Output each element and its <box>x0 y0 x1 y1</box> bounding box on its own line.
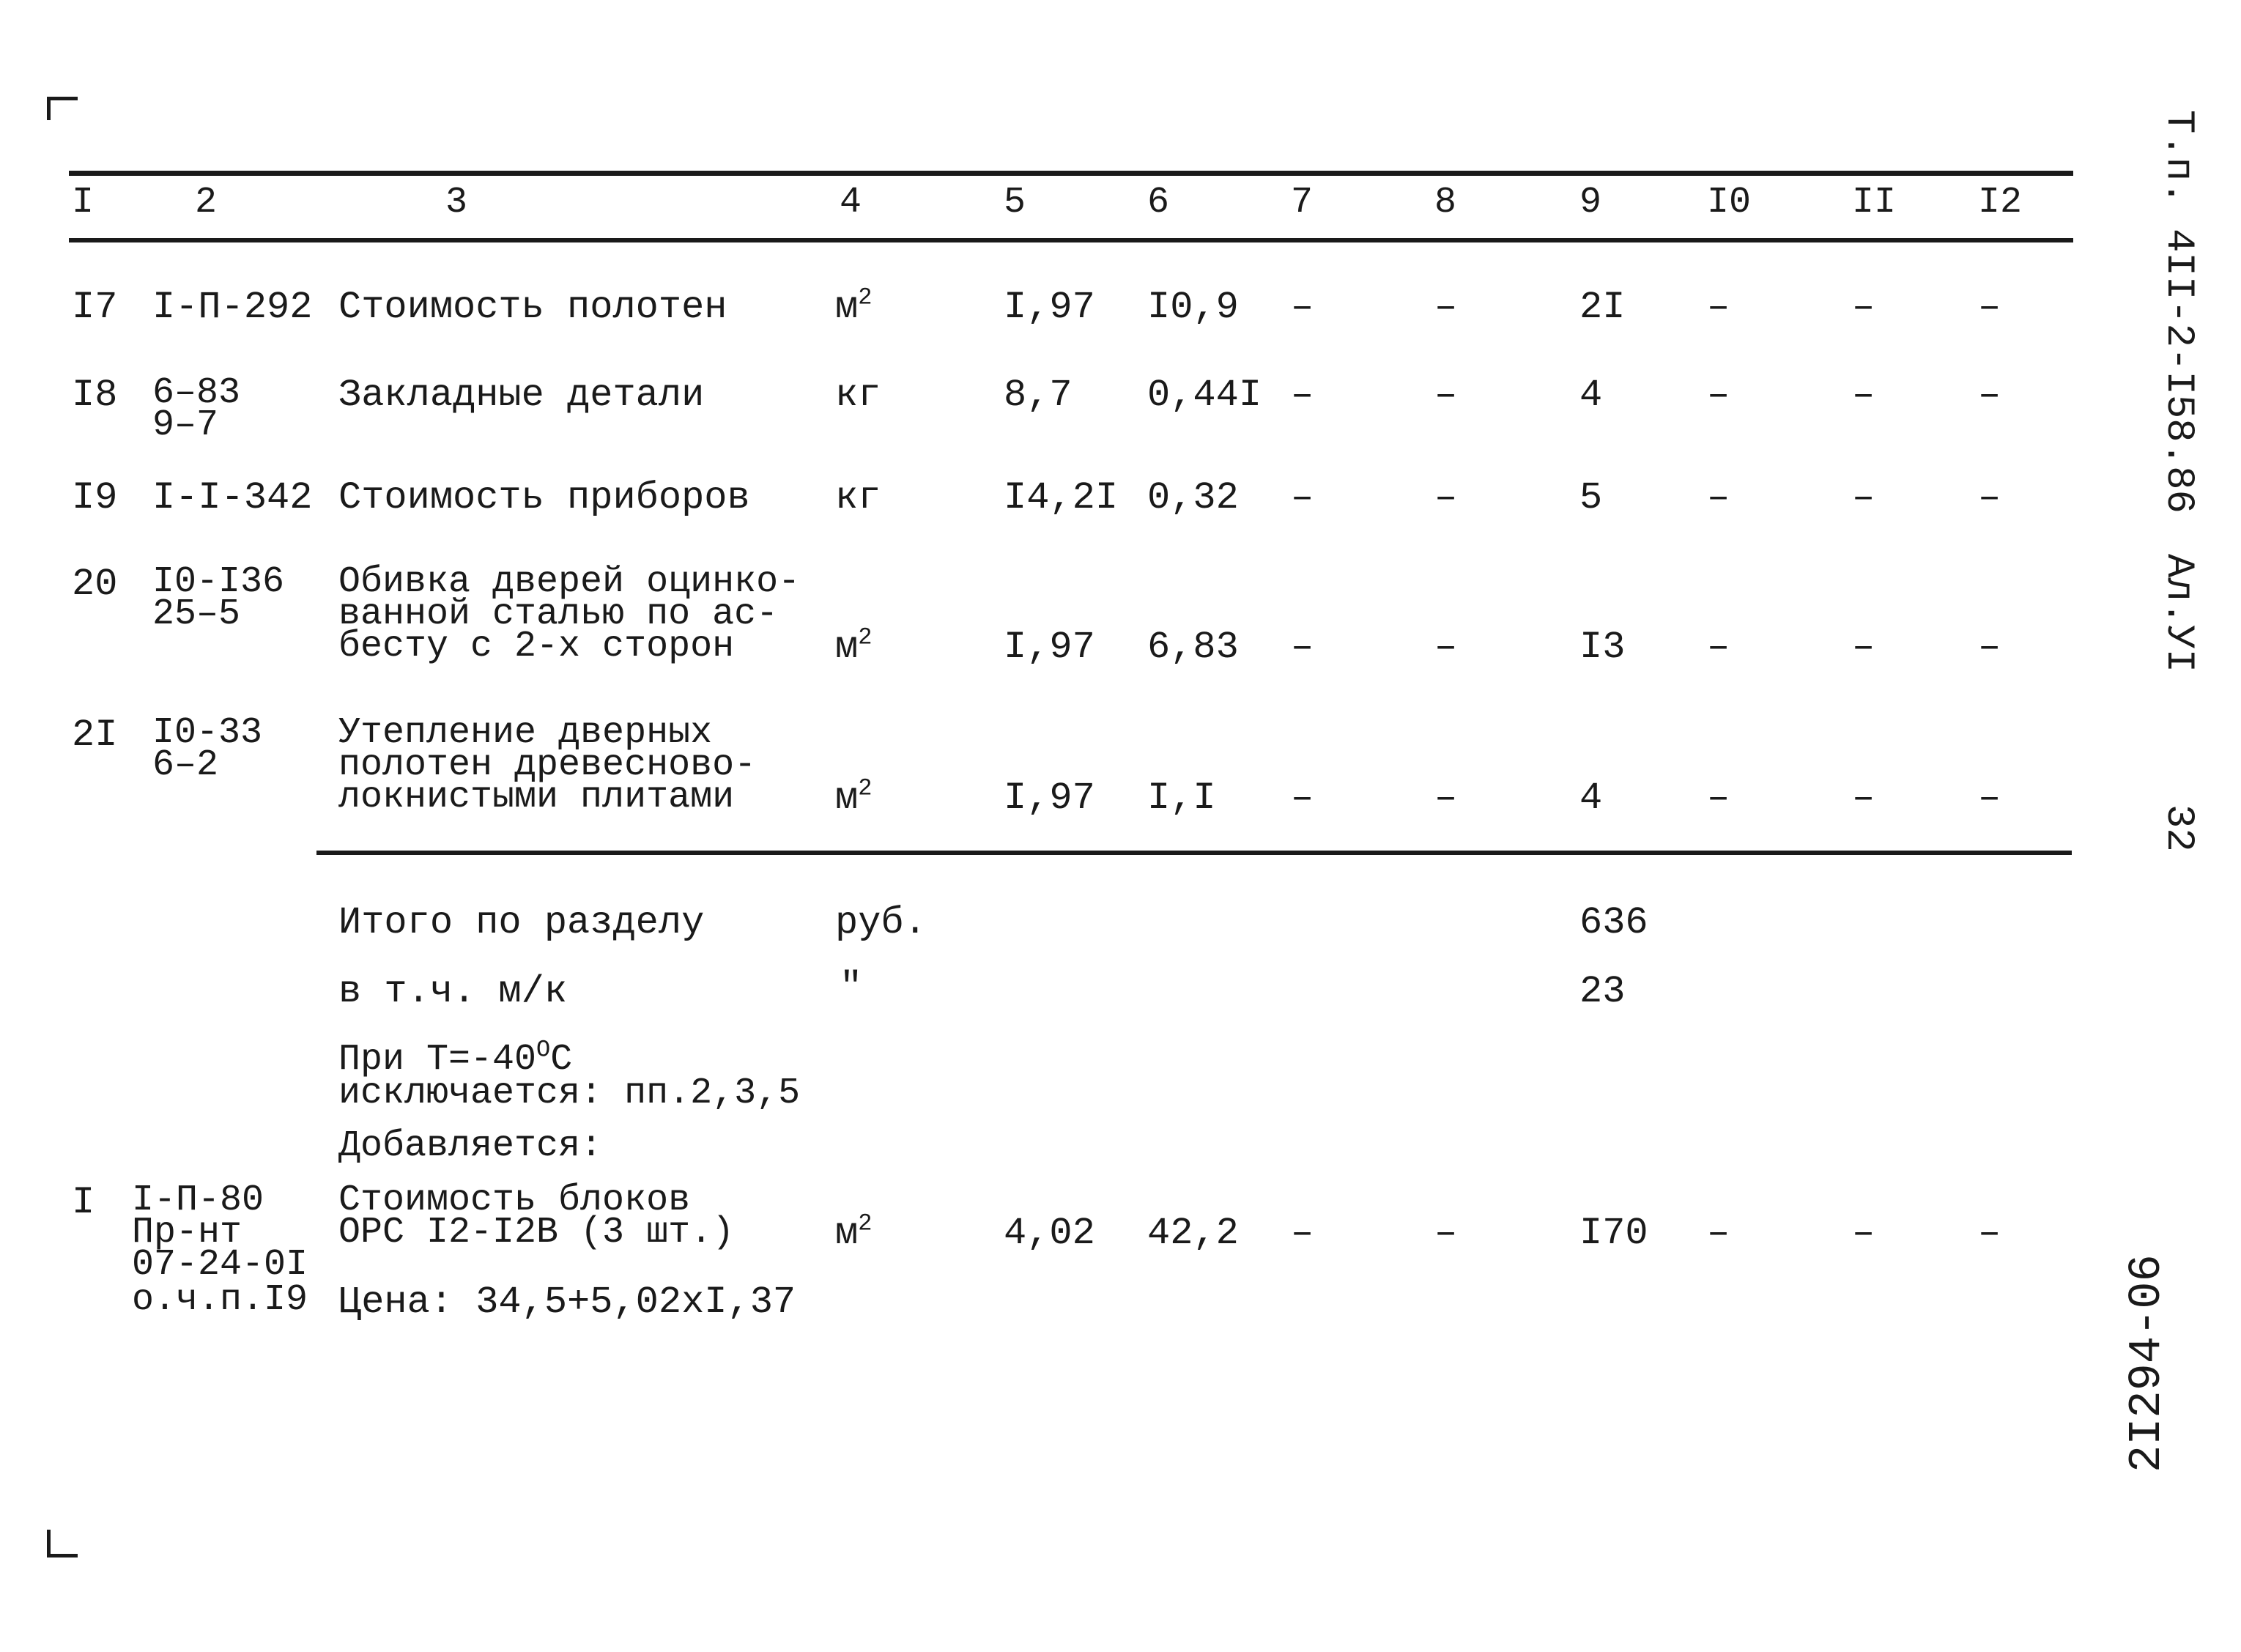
excluded-items-note: исключается: пп.2,3,5 <box>338 1073 801 1114</box>
row-unit: кг <box>835 374 881 417</box>
labor-unit: " <box>840 966 863 1009</box>
row-name: Закладные детали <box>338 374 705 417</box>
header-col-3: 3 <box>445 182 468 223</box>
row-col-6: 6,83 <box>1147 626 1239 669</box>
row-number: 2I <box>72 714 118 757</box>
section-rule <box>316 851 2072 855</box>
row-col-9: 5 <box>1579 476 1603 519</box>
row-name: полотен древесново- <box>338 744 757 786</box>
row-code: I-П-292 <box>152 286 313 329</box>
row-code: о.ч.п.I9 <box>132 1279 308 1321</box>
row-col-8: – <box>1434 374 1458 417</box>
row-col-10: – <box>1707 1212 1730 1255</box>
corner-mark-top-left <box>47 97 78 100</box>
row-code: 25–5 <box>152 593 241 635</box>
row-col-12: – <box>1978 374 2001 417</box>
row-unit: $м^2$ <box>835 284 873 329</box>
row-col-12: – <box>1978 626 2001 669</box>
row-col-6: 42,2 <box>1147 1212 1239 1255</box>
corner-mark-bottom-left <box>47 1554 78 1557</box>
price-formula: Цена: 34,5+5,02xI,37 <box>338 1281 796 1324</box>
row-col-12: – <box>1978 476 2001 519</box>
row-col-11: – <box>1852 476 1875 519</box>
row-number: I7 <box>72 286 118 329</box>
row-col-12: – <box>1978 286 2001 329</box>
header-col-1: I <box>72 182 95 223</box>
row-col-7: – <box>1291 626 1314 669</box>
row-col-8: – <box>1434 286 1458 329</box>
archive-number: 2I294-06 <box>2121 1254 2173 1473</box>
row-number: 20 <box>72 563 118 606</box>
row-col-5: I,97 <box>1004 626 1095 669</box>
header-col-7: 7 <box>1291 182 1314 223</box>
row-col-6: 0,32 <box>1147 476 1239 519</box>
row-code: 6–2 <box>152 744 219 786</box>
row-number: I9 <box>72 476 118 519</box>
row-col-7: – <box>1291 476 1314 519</box>
row-name: Обивка дверей оцинко- <box>338 561 801 603</box>
header-col-5: 5 <box>1004 182 1026 223</box>
row-col-7: – <box>1291 374 1314 417</box>
row-code: Пр-нт <box>132 1212 242 1253</box>
row-code: I0-33 <box>152 712 263 754</box>
row-col-9: 4 <box>1579 374 1603 417</box>
album-number: Ал.УI <box>2156 554 2201 673</box>
total-label: Итого по разделу <box>338 901 705 944</box>
row-unit: $м^2$ <box>835 774 873 820</box>
page-number: 32 <box>2156 804 2201 852</box>
row-col-6: 0,44I <box>1147 374 1262 417</box>
row-number: I8 <box>72 374 118 417</box>
row-code: I0-I36 <box>152 561 285 603</box>
row-col-12: – <box>1978 777 2001 820</box>
row-col-5: I4,2I <box>1004 476 1119 519</box>
row-col-5: I,97 <box>1004 286 1095 329</box>
row-col-5: 8,7 <box>1004 374 1073 417</box>
row-code: 9–7 <box>152 404 219 446</box>
row-col-6: I,I <box>1147 777 1216 820</box>
row-code: 6–83 <box>152 372 241 414</box>
header-col-10: I0 <box>1707 182 1752 223</box>
row-col-9: I70 <box>1579 1212 1648 1255</box>
row-code: I-I-342 <box>152 476 313 519</box>
row-col-7: – <box>1291 777 1314 820</box>
row-name: Стоимость приборов <box>338 476 750 519</box>
row-col-12: – <box>1978 1212 2001 1255</box>
row-col-10: – <box>1707 374 1730 417</box>
row-col-10: – <box>1707 476 1730 519</box>
total-value: 636 <box>1579 901 1648 944</box>
row-name: локнистыми плитами <box>338 777 735 818</box>
row-col-11: – <box>1852 374 1875 417</box>
row-name: бесту с 2-х сторон <box>338 626 735 667</box>
labor-value: 23 <box>1579 970 1626 1013</box>
row-col-7: – <box>1291 1212 1314 1255</box>
header-top-rule <box>69 171 2073 176</box>
row-name: ванной сталью по ас- <box>338 593 779 635</box>
header-col-6: 6 <box>1147 182 1170 223</box>
row-col-10: – <box>1707 777 1730 820</box>
row-unit: кг <box>835 476 881 519</box>
row-name: Утепление дверных <box>338 712 713 754</box>
row-name: ОРС I2-I2В (3 шт.) <box>338 1212 735 1253</box>
row-col-11: – <box>1852 777 1875 820</box>
row-col-7: – <box>1291 286 1314 329</box>
header-col-4: 4 <box>840 182 862 223</box>
row-unit: $м^2$ <box>835 623 873 669</box>
row-col-10: – <box>1707 626 1730 669</box>
header-bottom-rule <box>69 238 2073 242</box>
header-col-9: 9 <box>1579 182 1602 223</box>
temperature-note: При $Т=-40^ОС$ <box>338 1036 573 1081</box>
row-col-11: – <box>1852 286 1875 329</box>
row-col-8: – <box>1434 777 1458 820</box>
row-unit: $м^2$ <box>835 1210 873 1255</box>
document-reference: Т.п. 4II-2-I58.86 <box>2156 110 2201 514</box>
row-col-8: – <box>1434 1212 1458 1255</box>
row-name: Стоимость блоков <box>338 1179 691 1221</box>
row-code: I-П-80 <box>132 1179 264 1221</box>
total-unit: руб. <box>835 901 927 944</box>
row-col-8: – <box>1434 626 1458 669</box>
row-col-11: – <box>1852 626 1875 669</box>
row-col-6: I0,9 <box>1147 286 1239 329</box>
header-col-8: 8 <box>1434 182 1457 223</box>
added-note: Добавляется: <box>338 1125 603 1167</box>
row-col-8: – <box>1434 476 1458 519</box>
header-col-12: I2 <box>1978 182 2023 223</box>
row-col-5: I,97 <box>1004 777 1095 820</box>
row-col-9: 4 <box>1579 777 1603 820</box>
header-col-2: 2 <box>195 182 218 223</box>
row-number: I <box>72 1181 95 1224</box>
row-col-11: – <box>1852 1212 1875 1255</box>
row-code: 07-24-0I <box>132 1244 308 1286</box>
row-name: Стоимость полотен <box>338 286 727 329</box>
labor-label: в т.ч. м/к <box>338 970 568 1013</box>
row-col-10: – <box>1707 286 1730 329</box>
row-col-9: 2I <box>1579 286 1626 329</box>
row-col-9: I3 <box>1579 626 1626 669</box>
row-col-5: 4,02 <box>1004 1212 1095 1255</box>
header-col-11: II <box>1852 182 1897 223</box>
